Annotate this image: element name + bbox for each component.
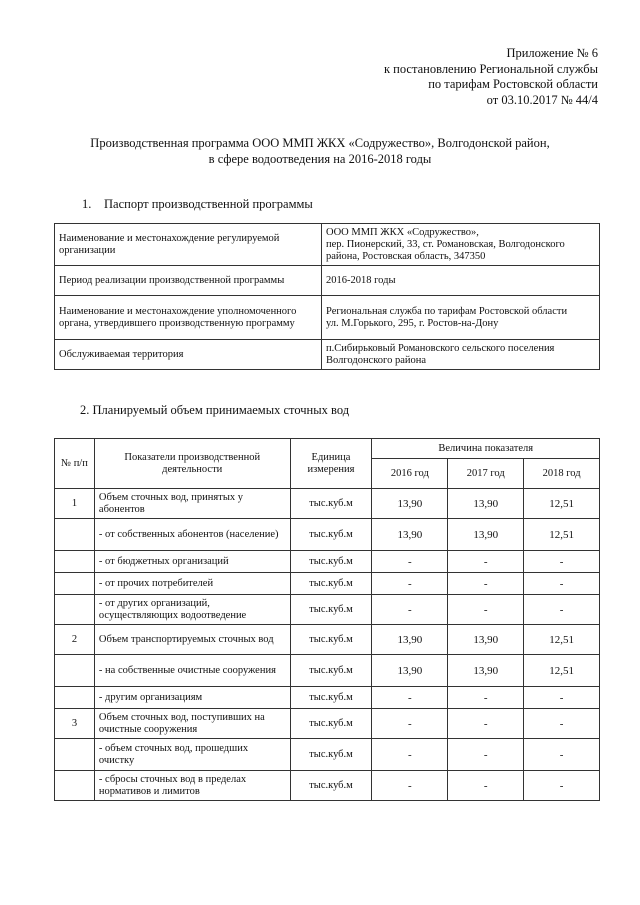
row-indicator: - от бюджетных организаций [94, 551, 290, 573]
passport-row [55, 266, 600, 296]
row-value-2018: - [524, 595, 600, 625]
value-line: ул. М.Горького, 295, г. Ростов-на-Дону [326, 317, 499, 329]
title-line: Производственная программа ООО ММП ЖКХ «Содружество», Волгодонской район, [90, 136, 550, 150]
row-value-2017: - [448, 551, 524, 573]
row-num: 3 [55, 709, 95, 739]
row-unit: тыс.куб.м [290, 551, 372, 573]
row-unit: тыс.куб.м [290, 771, 372, 801]
row-unit: тыс.куб.м [290, 519, 372, 551]
row-value-2018: 12,51 [524, 625, 600, 655]
row-num [55, 595, 95, 625]
row-indicator: Объем сточных вод, поступивших на очистные сооружения [94, 709, 290, 739]
row-num [55, 519, 95, 551]
row-indicator: - на собственные очистные сооружения [94, 655, 290, 687]
row-num [55, 771, 95, 801]
row-indicator: - от собственных абонентов (население) [94, 519, 290, 551]
row-value-2018: 12,51 [524, 489, 600, 519]
passport-row [55, 340, 600, 370]
passport-value [322, 224, 600, 266]
row-value-2017: 13,90 [448, 519, 524, 551]
header-year-2018: 2018 год [524, 459, 600, 489]
row-value-2017: - [448, 709, 524, 739]
row-value-2018: - [524, 573, 600, 595]
table-row [55, 489, 600, 519]
passport-table [54, 223, 600, 370]
row-value-2017: - [448, 595, 524, 625]
table-row [55, 655, 600, 687]
row-value-2018: 12,51 [524, 519, 600, 551]
row-value-2017: 13,90 [448, 489, 524, 519]
row-unit: тыс.куб.м [290, 655, 372, 687]
row-value-2016: - [372, 573, 448, 595]
section-number: 1. [82, 197, 92, 211]
row-unit: тыс.куб.м [290, 573, 372, 595]
row-indicator: Объем транспортируемых сточных вод [94, 625, 290, 655]
table-row [55, 519, 600, 551]
row-value-2016: - [372, 595, 448, 625]
row-unit: тыс.куб.м [290, 687, 372, 709]
table-row [55, 739, 600, 771]
row-value-2016: 13,90 [372, 655, 448, 687]
passport-value [322, 296, 600, 340]
section-2-heading: 2. Планируемый объем принимаемых сточных вод [80, 403, 350, 417]
row-value-2016: 13,90 [372, 519, 448, 551]
row-num [55, 551, 95, 573]
row-indicator: - от других организаций, осуществляющих водоотведение [94, 595, 290, 625]
row-value-2018: - [524, 739, 600, 771]
passport-value: 2016-2018 годы [322, 266, 600, 296]
passport-row [55, 224, 600, 266]
header-num: № п/п [55, 439, 95, 489]
title-line: в сфере водоотведения на 2016-2018 годы [208, 151, 432, 166]
row-num [55, 655, 95, 687]
volume-table-body [55, 489, 600, 801]
row-num: 1 [55, 489, 95, 519]
appendix-line: к постановлению Региональной службы [383, 61, 598, 76]
row-value-2017: - [448, 573, 524, 595]
appendix-line: от 03.10.2017 № 44/4 [486, 92, 598, 107]
row-value-2018: - [524, 771, 600, 801]
header-year-2016: 2016 год [372, 459, 448, 489]
header-unit: Единица измерения [290, 439, 372, 489]
row-value-2018: 12,51 [524, 655, 600, 687]
header-year-2017: 2017 год [448, 459, 524, 489]
table-row [55, 771, 600, 801]
row-value-2016: - [372, 709, 448, 739]
table-header-row [55, 439, 600, 459]
row-value-2017: - [448, 771, 524, 801]
table-row [55, 573, 600, 595]
row-indicator: - сбросы сточных вод в пределах нормативов и лимитов [94, 771, 290, 801]
appendix-header [384, 46, 598, 108]
row-value-2018: - [524, 709, 600, 739]
appendix-line: по тарифам Ростовской области [428, 77, 598, 91]
row-indicator: - от прочих потребителей [94, 573, 290, 595]
value-line: Региональная служба по тарифам Ростовской области [326, 305, 568, 317]
row-num [55, 687, 95, 709]
row-num [55, 739, 95, 771]
row-value-2016: - [372, 739, 448, 771]
table-row [55, 625, 600, 655]
row-unit: тыс.куб.м [290, 489, 372, 519]
passport-value: п.Сибирьковый Романовского сельского поселения Волгодонского района [322, 340, 600, 370]
row-value-2018: - [524, 687, 600, 709]
header-indicator: Показатели производственной деятельности [94, 439, 290, 489]
row-num: 2 [55, 625, 95, 655]
table-row [55, 551, 600, 573]
row-unit: тыс.куб.м [290, 739, 372, 771]
table-row [55, 709, 600, 739]
row-value-2017: 13,90 [448, 655, 524, 687]
passport-label: Период реализации производственной программы [55, 266, 322, 296]
passport-label: Наименование и местонахождение регулируемой организации [55, 224, 322, 266]
section-title: Паспорт производственной программы [104, 197, 313, 211]
table-row [55, 595, 600, 625]
row-value-2017: 13,90 [448, 625, 524, 655]
row-unit: тыс.куб.м [290, 595, 372, 625]
row-unit: тыс.куб.м [290, 625, 372, 655]
row-value-2016: 13,90 [372, 489, 448, 519]
row-num [55, 573, 95, 595]
row-indicator: Объем сточных вод, принятых у абонентов [94, 489, 290, 519]
row-indicator: - объем сточных вод, прошедших очистку [94, 739, 290, 771]
passport-label: Наименование и местонахождение уполномоченного органа, утвердившего производственную программу [55, 296, 322, 340]
header-value-group: Величина показателя [372, 439, 600, 459]
document-title [40, 136, 600, 167]
table-row [55, 687, 600, 709]
row-value-2017: - [448, 739, 524, 771]
row-value-2016: - [372, 687, 448, 709]
value-line: ООО ММП ЖКХ «Содружество», [326, 226, 479, 238]
volume-table [54, 438, 600, 801]
row-value-2016: 13,90 [372, 625, 448, 655]
row-indicator: - другим организациям [94, 687, 290, 709]
row-value-2018: - [524, 551, 600, 573]
row-value-2016: - [372, 551, 448, 573]
passport-row [55, 296, 600, 340]
row-value-2017: - [448, 687, 524, 709]
row-unit: тыс.куб.м [290, 709, 372, 739]
section-1-heading [82, 197, 313, 212]
value-line: пер. Пионерский, 33, ст. Романовская, Волгодонского района, Ростовская область, 347350 [326, 238, 565, 262]
row-value-2016: - [372, 771, 448, 801]
passport-label: Обслуживаемая территория [55, 340, 322, 370]
appendix-line: Приложение № 6 [506, 46, 598, 60]
